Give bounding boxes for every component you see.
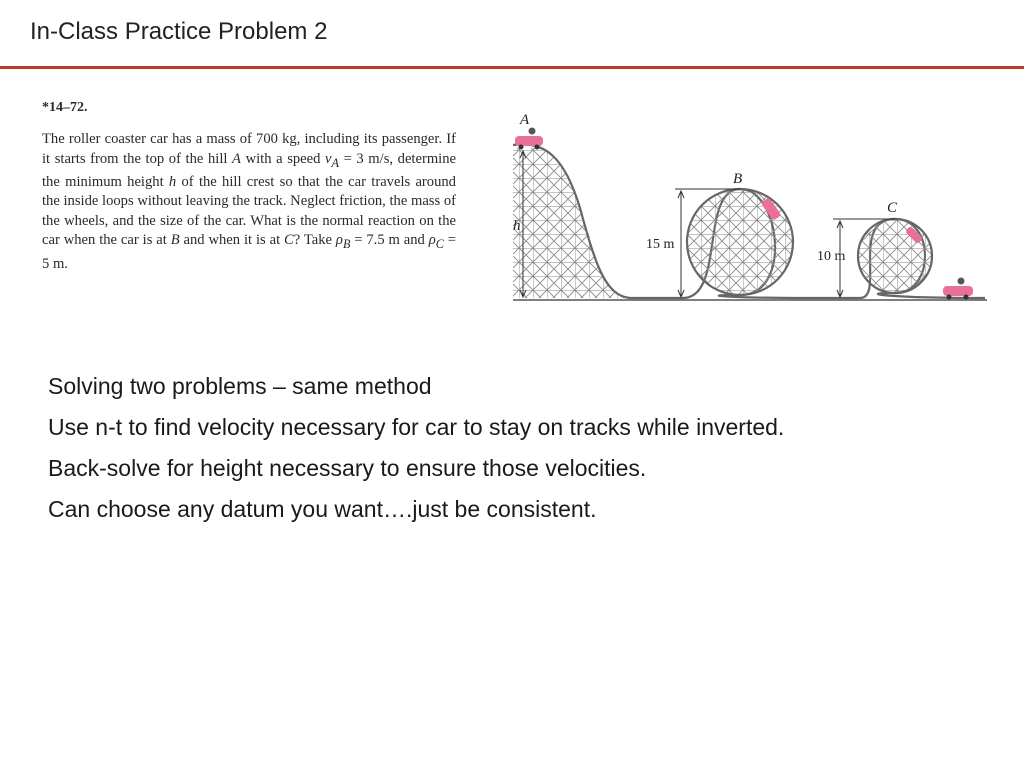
label-15m: 15 m [646, 237, 675, 252]
loop-b [687, 189, 793, 295]
loop-c [858, 219, 932, 293]
solution-notes [48, 366, 784, 530]
roller-coaster-figure [505, 108, 993, 313]
label-a: A [520, 112, 530, 128]
label-h: h [513, 218, 521, 234]
note-line: Use n-t to find velocity necessary for car to stay on tracks while inverted. [48, 414, 785, 440]
label-10m: 10 m [817, 249, 846, 264]
slide-title: In-Class Practice Problem 2 [30, 18, 328, 45]
title-divider [0, 66, 1024, 69]
note-line: Solving two problems – same method [48, 373, 432, 399]
problem-number: *14–72. [42, 100, 88, 115]
note-line: Back-solve for height necessary to ensure those velocities. [48, 455, 647, 481]
car-at-a [515, 128, 543, 150]
problem-text: The roller coaster car has a mass of 700 kg, including its passenger. If it starts from the top of the hill A with a speed $v_A = 3$ m/s, determine the minimum height h of the hill crest so that the car travels around the inside loops without leaving the track. Neglect friction, the mass of the wheels, and the size of the car. What is the normal reaction on the car when the car is at B and when it is at C? Take $\rho_B = 7.5$ m and $\rho_C = 5$ m. [42, 131, 456, 272]
problem-statement [42, 100, 456, 274]
note-line: Can choose any datum you want….just be consistent. [48, 496, 597, 522]
car-exit [943, 278, 973, 300]
label-b: B [733, 171, 743, 187]
hill-support-frame [513, 148, 633, 298]
label-c: C [887, 200, 898, 216]
